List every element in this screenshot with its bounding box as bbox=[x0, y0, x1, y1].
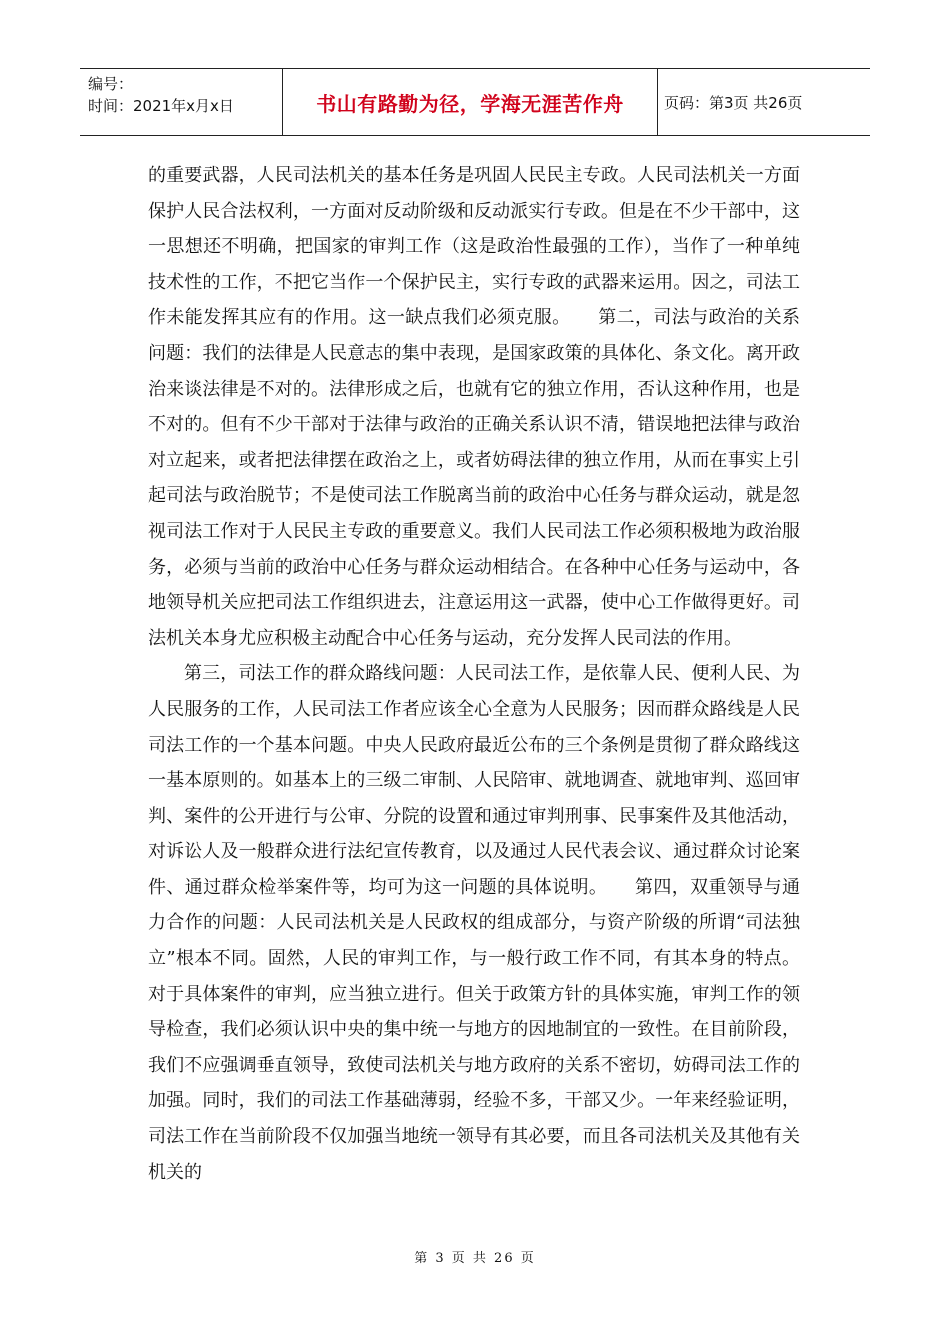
document-header bbox=[80, 68, 870, 136]
document-body bbox=[148, 158, 800, 1190]
header-meta bbox=[80, 69, 283, 135]
body-paragraph: 的重要武器，人民司法机关的基本任务是巩固人民民主专政。人民司法机关一方面保护人民合法权利，一方面对反动阶级和反动派实行专政。但是在不少干部中，这一思想还不明确，把国家的审判工作（这是政治性最强的工作），当作了一种单纯技术性的工作，不把它当作一个保护民主，实行专政的武器来运用。因之，司法工作未能发挥其应有的作用。这一缺点我们必须克服。 第二，司法与政治的关系问题：我们的法律是人民意志的集中表现，是国家政策的具体化、条文化。离开政治来谈法律是不对的。法律形成之后，也就有它的独立作用，否认这种作用，也是不对的。但有不少干部对于法律与政治的正确关系认识不清，错误地把法律与政治对立起来，或者把法律摆在政治之上，或者妨碍法律的独立作用，从而在事实上引起司法与政治脱节；不是使司法工作脱离当前的政治中心任务与群众运动，就是忽视司法工作对于人民民主专政的重要意义。我们人民司法工作必须积极地为政治服务，必须与当前的政治中心任务与群众运动相结合。在各种中心任务与运动中，各地领导机关应把司法工作组织进去，注意运用这一武器，使中心工作做得更好。司法机关本身尤应积极主动配合中心任务与运动，充分发挥人民司法的作用。 bbox=[148, 165, 800, 649]
header-page-info: 页码：第3页 共26页 bbox=[664, 93, 803, 112]
body-paragraph: 第三，司法工作的群众路线问题：人民司法工作，是依靠人民、便利人民、为人民服务的工作，人民司法工作者应该全心全意为人民服务；因而群众路线是人民司法工作的一个基本问题。中央人民政府最近公布的三个条例是贯彻了群众路线这一基本原则的。如基本上的三级二审制、人民陪审、就地调查、就地审判、巡回审判、案件的公开进行与公审、分院的设置和通过审判刑事、民事案件及其他活动，对诉讼人及一般群众进行法纪宣传教育，以及通过人民代表会议、通过群众讨论案件、通过群众检举案件等，均可为这一问题的具体说明。 第四，双重领导与通力合作的问题：人民司法机关是人民政权的组成部分，与资产阶级的所谓“司法独立”根本不同。固然，人民的审判工作，与一般行政工作不同，有其本身的特点。对于具体案件的审判，应当独立进行。但关于政策方针的具体实施，审判工作的领导检查，我们必须认识中央的集中统一与地方的因地制宜的一致性。在目前阶段，我们不应强调垂直领导，致使司法机关与地方政府的关系不密切，妨碍司法工作的加强。同时，我们的司法工作基础薄弱，经验不多，干部又少。一年来经验证明，司法工作在当前阶段不仅加强当地统一领导有其必要，而且各司法机关及其他有关机关的 bbox=[148, 663, 800, 1183]
header-motto: 书山有路勤为径，学海无涯苦作舟 bbox=[283, 69, 658, 135]
serial-number-label: 编号： bbox=[88, 75, 134, 93]
date-line: 时间：2021年x月x日 bbox=[88, 97, 234, 115]
page-footer: 第 3 页 共 26 页 bbox=[414, 1251, 536, 1266]
